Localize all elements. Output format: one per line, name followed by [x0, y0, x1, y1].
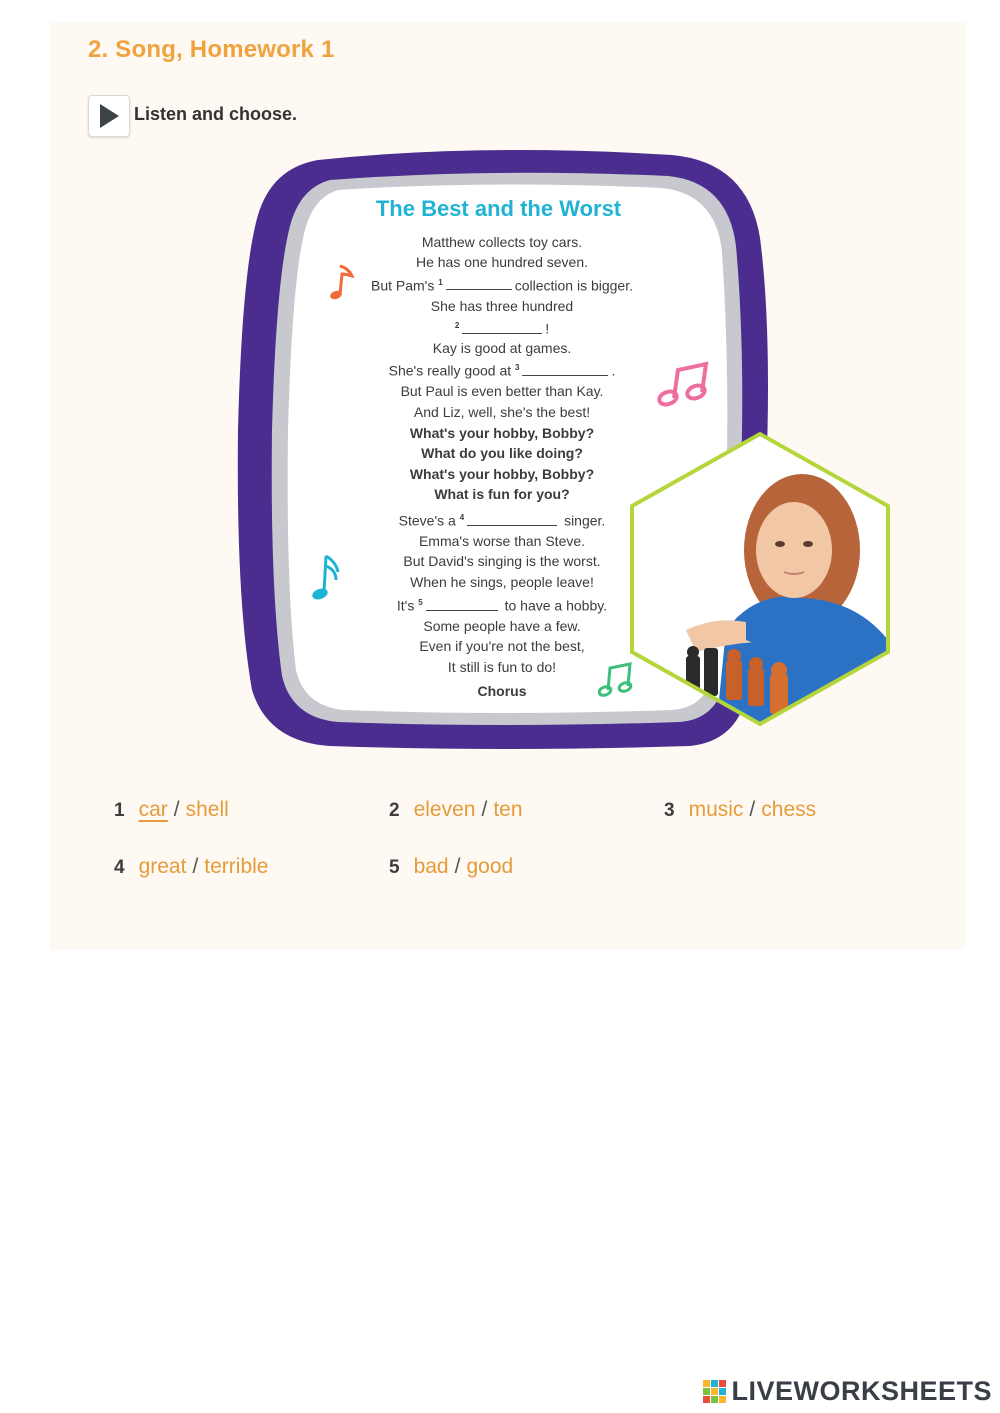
answer-option-shell[interactable]: shell	[185, 798, 229, 821]
lyric-line: Even if you're not the best,	[419, 638, 585, 655]
chorus-label: Chorus	[477, 682, 527, 699]
lyric-line	[352, 508, 652, 531]
answer-separator: /	[749, 798, 756, 821]
lyric-line	[352, 273, 652, 296]
lyric-text: .	[611, 362, 616, 379]
lyric-line: When he sings, people leave!	[410, 573, 594, 590]
answer-separator: /	[192, 855, 199, 878]
answer-item-3	[664, 798, 816, 822]
section-title: 2. Song, Homework 1	[88, 36, 335, 63]
lyric-text: It's	[396, 597, 415, 614]
blank-2	[462, 321, 542, 334]
logo-text: LIVEWORKSHEETS	[731, 1376, 992, 1406]
lyric-text: singer.	[564, 512, 606, 529]
answer-separator: /	[454, 855, 461, 878]
lyric-line	[352, 358, 652, 381]
lyric-text: She's really good at	[388, 362, 512, 379]
blank-number: 2	[454, 320, 460, 330]
lyrics-chorus	[352, 423, 652, 504]
answer-option-chess[interactable]: chess	[761, 798, 817, 821]
girl-playing-chess-image	[626, 430, 894, 730]
blank-1	[446, 277, 512, 290]
answer-item-2	[389, 798, 523, 822]
blank-number: 5	[418, 598, 423, 607]
answer-number: 2	[389, 800, 400, 821]
logo-blocks-icon	[703, 1380, 727, 1404]
answer-option-terrible[interactable]: terrible	[204, 855, 269, 878]
blank-number: 1	[438, 277, 443, 287]
lyric-line: And Liz, well, she's the best!	[413, 403, 591, 420]
music-note-icon	[328, 262, 354, 304]
blank-number: 4	[459, 513, 465, 522]
music-note-icon	[310, 550, 342, 606]
lyric-line: He has one hundred seven.	[415, 254, 588, 271]
answer-separator: /	[481, 798, 488, 821]
lyric-line: But David's singing is the worst.	[403, 553, 601, 570]
answer-item-1	[114, 798, 229, 822]
lyric-line: It still is fun to do!	[447, 658, 557, 675]
lyric-line: Matthew collects toy cars.	[421, 234, 583, 250]
lyric-line	[352, 316, 652, 339]
answer-option-bad[interactable]: bad	[413, 855, 449, 878]
blank-4	[467, 513, 557, 526]
blank-3	[522, 363, 608, 376]
answer-number: 5	[389, 857, 400, 878]
lyric-line: Emma's worse than Steve.	[418, 532, 586, 549]
lyric-line: What's your hobby, Bobby?	[409, 465, 595, 482]
answer-option-great[interactable]: great	[138, 855, 187, 878]
lyric-line	[352, 593, 652, 616]
liveworksheets-logo[interactable]	[703, 1376, 992, 1407]
answer-item-5	[389, 855, 513, 879]
lyric-line: Some people have a few.	[423, 617, 581, 634]
lyric-line: What's your hobby, Bobby?	[409, 425, 595, 441]
lyric-line: What is fun for you?	[434, 485, 570, 502]
lyric-line: Kay is good at games.	[432, 340, 572, 356]
blank-5	[426, 598, 498, 611]
answer-number: 4	[114, 857, 125, 878]
song-title: The Best and the Worst	[375, 196, 622, 221]
lyric-line: She has three hundred	[430, 297, 574, 314]
answer-option-eleven[interactable]: eleven	[413, 798, 476, 821]
answer-option-music[interactable]: music	[688, 798, 744, 821]
answer-separator: /	[173, 798, 180, 821]
answer-option-ten[interactable]: ten	[493, 798, 523, 821]
lyric-text: But Pam's	[370, 277, 435, 294]
lyric-line: What do you like doing?	[421, 445, 583, 462]
blank-number: 3	[515, 363, 520, 373]
answer-number: 3	[664, 800, 675, 821]
answer-item-4	[114, 855, 269, 879]
instruction-text: Listen and choose.	[134, 104, 298, 124]
lyric-text: !	[545, 320, 550, 337]
lyric-text: collection is bigger.	[514, 277, 633, 294]
music-note-icon	[656, 358, 714, 414]
lyric-text: to have a hobby.	[504, 597, 608, 614]
lyrics-verse-3	[352, 508, 652, 592]
answer-number: 1	[114, 800, 125, 821]
lyrics-verse-2	[352, 338, 652, 422]
answer-option-car[interactable]: car	[138, 798, 168, 821]
lyrics-verse-1	[352, 232, 652, 339]
lyric-line: But Paul is even better than Kay.	[400, 383, 604, 400]
answer-option-good[interactable]: good	[466, 855, 514, 878]
lyric-text: Steve's a	[398, 512, 456, 529]
